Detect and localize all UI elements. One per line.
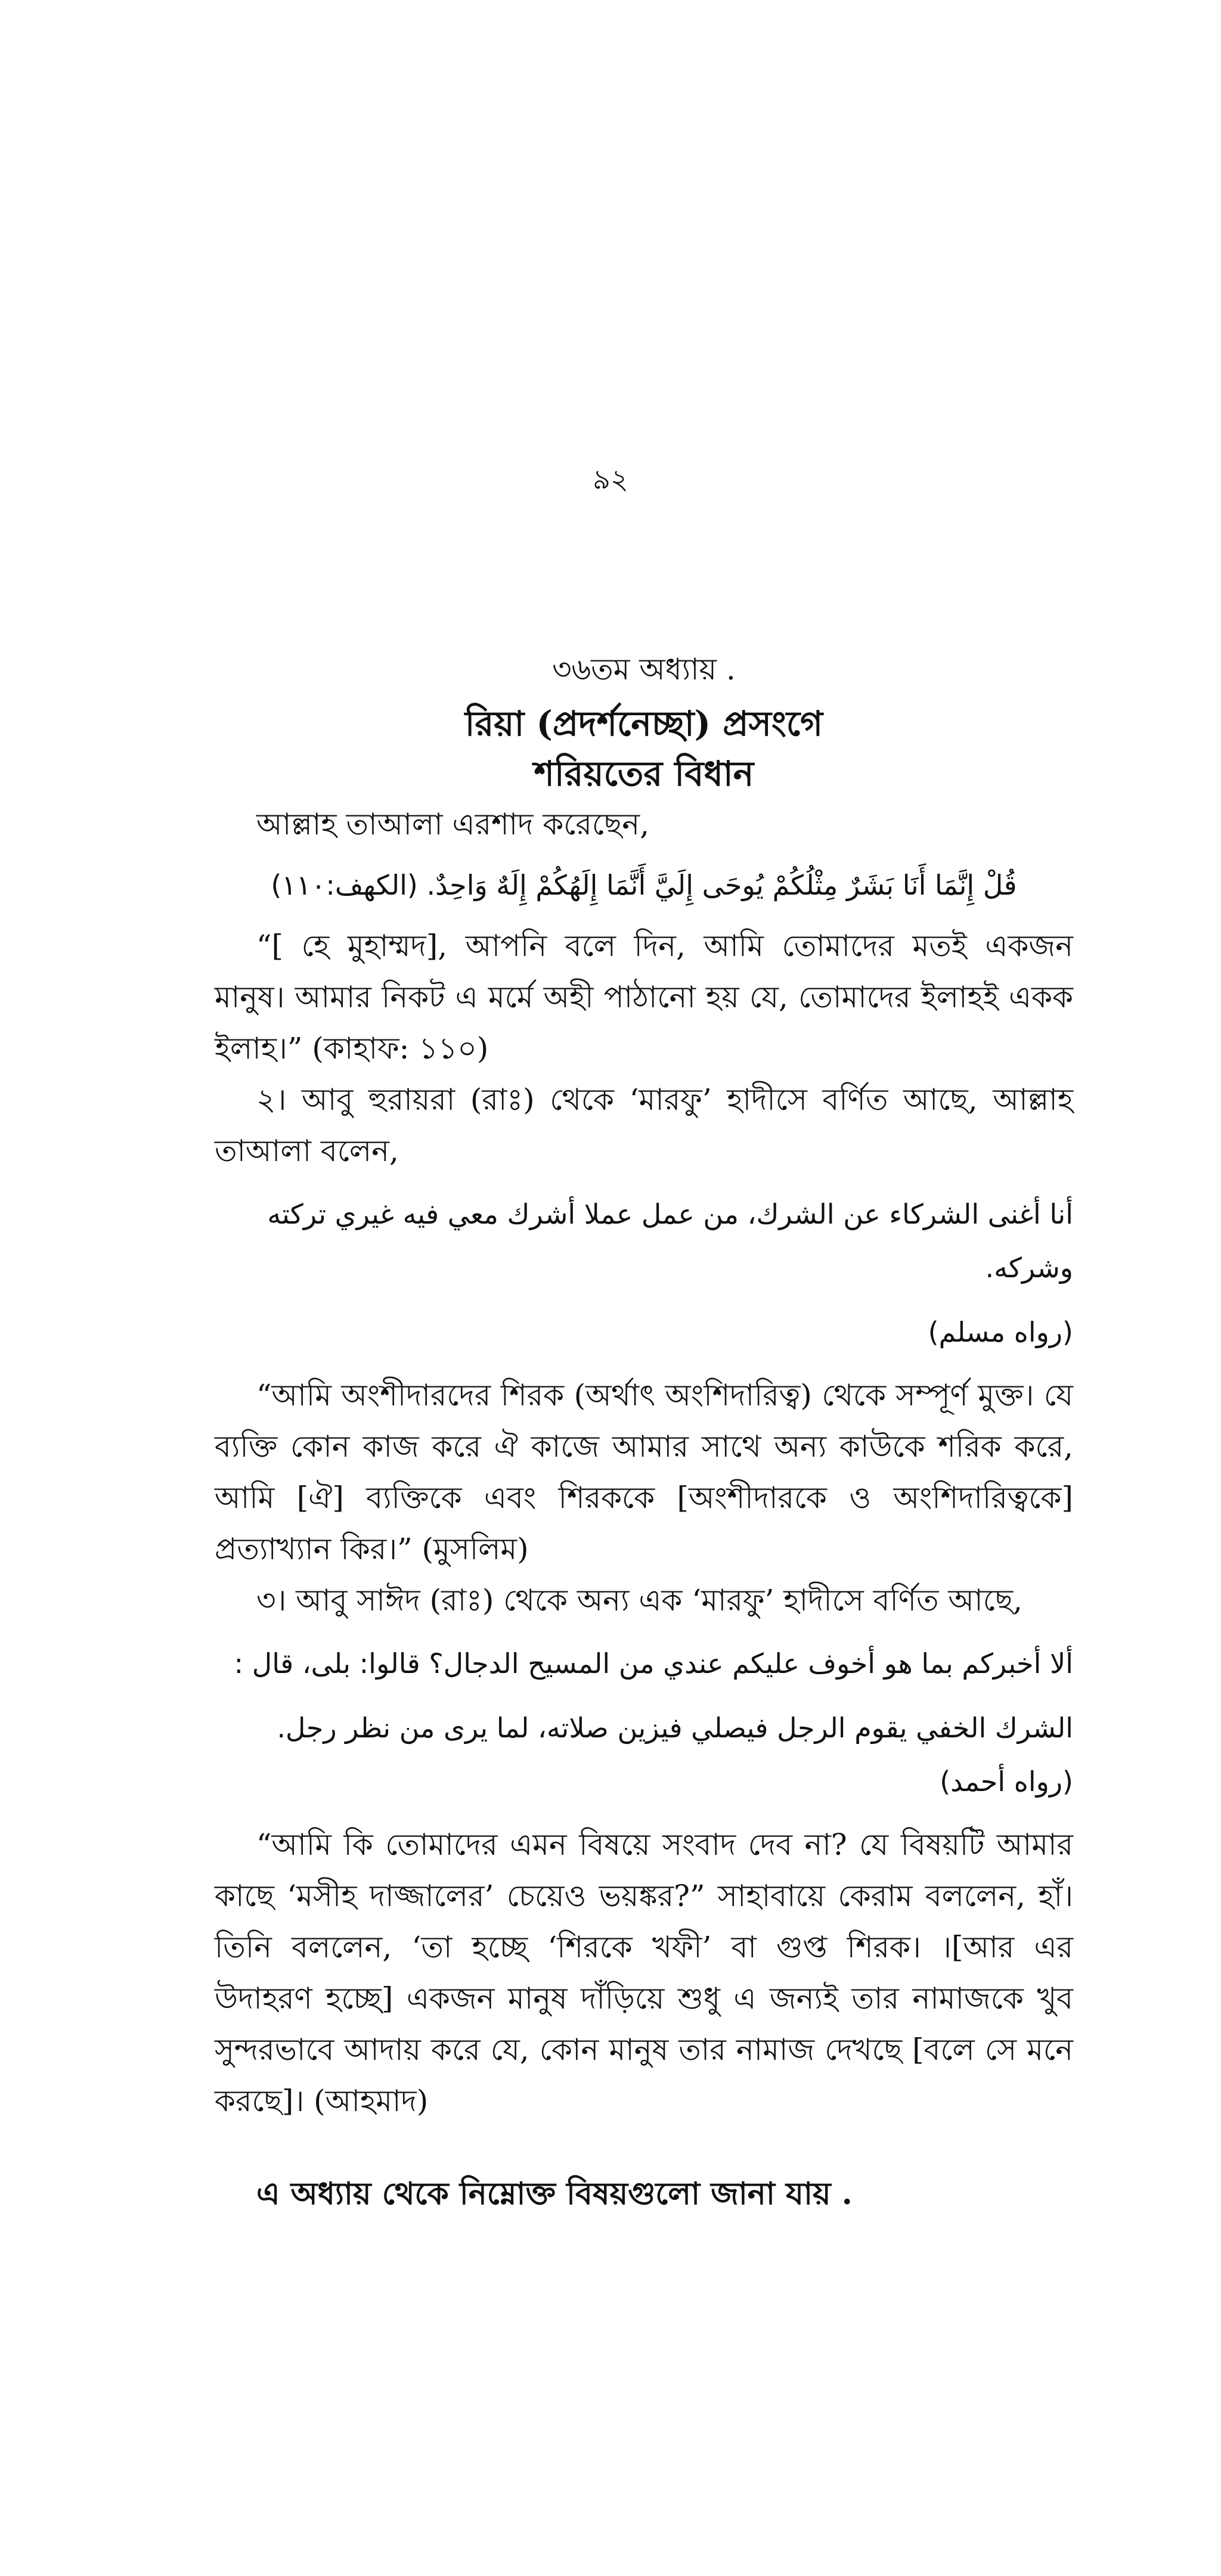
ayah-arabic: قُلْ إِنَّمَا أَنَا بَشَرٌ مِثْلُكُمْ يُوحَى إِلَيَّ أَنَّمَا إِلَهُكُمْ إِلَهٌ وَاحِدٌ. (الكهف:١١٠) [271, 869, 1017, 901]
chapter-title-line-1: রিয়া (প্রদর্শনেচ্ছা) প্রসংগে [464, 703, 823, 744]
hadith-3-arabic-line-1: ألا أخبركم بما هو أخوف عليكم عندي من المسيح الدجال؟ قالوا: بلى، قال : [234, 1647, 1073, 1680]
hadith-3-arabic-line-2: الشرك الخفي يقوم الرجل فيصلي فيزين صلاته، لما يرى من نظر رجل. (رواه أحمد) [277, 1712, 1073, 1798]
hadith-2-intro: ২। আবু হুরায়রা (রাঃ) থেকে ‘মারফু’ হাদীসে বর্ণিত আছে, আল্লাহ তাআলা বলেন, [215, 1082, 1073, 1168]
page-content [215, 644, 1073, 2220]
hadith-3-intro: ৩। আবু সাঈদ (রাঃ) থেকে অন্য এক ‘মারফু’ হাদীসে বর্ণিত আছে, [256, 1583, 1023, 1618]
hadith-2-arabic: أنا أغنى الشركاء عن الشرك، من عمل عملا أشرك معي فيه غيري تركته وشركه. [267, 1198, 1073, 1284]
chapter-title-line-2: শরিয়তের বিধান [534, 753, 754, 794]
hadith-3-translation: “আমি কি তোমাদের এমন বিষয়ে সংবাদ দেব না? যে বিষয়টি আমার কাছে ‘মসীহ দাজ্জালের’ চেয়েও ভয়ঙ্কর?” সাহাবায়ে কেরাম বললেন, হাঁ। তিনি বললেন, ‘তা হচ্ছে ‘শিরকে খফী’ বা গুপ্ত শিরক। ।[আর এর উদাহরণ হচ্ছে] একজন মানুষ দাঁড়িয়ে শুধু এ জন্যই তার নামাজকে খুব সুন্দরভাবে আদায় করে যে, কোন মানুষ তার নামাজ দেখছে [বলে সে মনে করছে]। (আহমাদ) [215, 1827, 1073, 2118]
intro-text: আল্লাহ তাআলা এরশাদ করেছেন, [256, 807, 650, 842]
lessons-heading: এ অধ্যায় থেকে নিম্নোক্ত বিষয়গুলো জানা যায় . [256, 2175, 853, 2212]
chapter-label: ৩৬তম অধ্যায় . [552, 652, 736, 687]
page-number: ৯২ [593, 463, 628, 495]
hadith-2-source-arabic: (رواه مسلم) [928, 1316, 1073, 1348]
hadith-2-translation: “আমি অংশীদারদের শিরক (অর্থাৎ অংশিদারিত্ব) থেকে সম্পূর্ণ মুক্ত। যে ব্যক্তি কোন কাজ করে ঐ কাজে আমার সাথে অন্য কাউকে শরিক করে, আমি [ঐ] ব্যক্তিকে এবং শিরককে [অংশীদারকে ও অংশিদারিত্বকে] প্রত্যাখ্যান কির।” (মুসলিম) [215, 1378, 1073, 1566]
ayah-translation: “[ হে মুহাম্মদ], আপনি বলে দিন, আমি তোমাদের মতই একজন মানুষ। আমার নিকট এ মর্মে অহী পাঠানো হয় যে, তোমাদের ইলাহই একক ইলাহ।” (কাহাফ: ১১০) [215, 929, 1073, 1066]
